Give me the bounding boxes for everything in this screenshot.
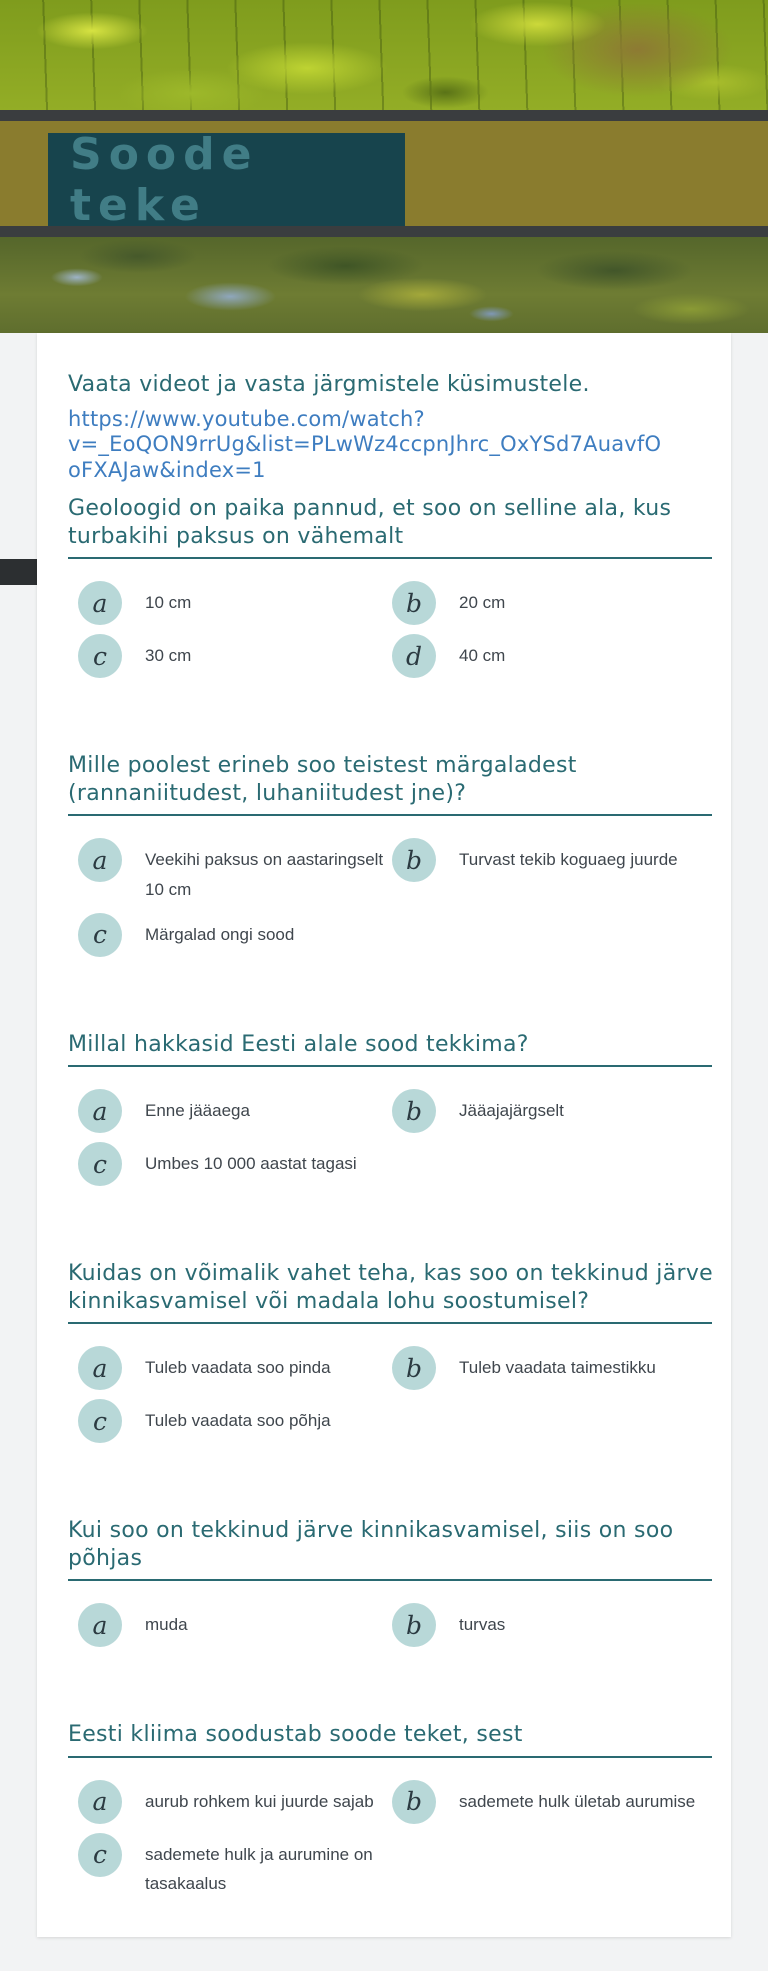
video-link[interactable]: https://www.youtube.com/watch? v=_EoQON9rrUg&list=PLwWz4ccpnJhrc_OxYSd7AuavfO oFXAJaw&index=1	[68, 406, 662, 482]
answer-option[interactable]	[78, 1142, 392, 1186]
option-letter-badge[interactable]: b	[392, 1346, 436, 1390]
answer-option[interactable]	[78, 838, 392, 903]
option-label: muda	[145, 1615, 188, 1635]
answer-option[interactable]	[392, 634, 713, 678]
options-grid	[78, 1603, 713, 1647]
question-text: Kuidas on võimalik vahet teha, kas soo on tekkinud järve kinnikasvamisel või madala lohu soostumisel?	[68, 1261, 713, 1314]
question-block	[68, 1721, 713, 1898]
option-letter-badge[interactable]: c	[78, 1833, 122, 1877]
options-grid	[78, 1089, 713, 1186]
worksheet-title-box	[48, 128, 405, 231]
answer-option[interactable]	[78, 581, 392, 625]
option-label: Enne jääaega	[145, 1101, 250, 1121]
answer-option[interactable]	[392, 1089, 713, 1133]
option-letter-badge[interactable]: b	[392, 1603, 436, 1647]
option-label: sademete hulk ületab aurumise	[459, 1791, 696, 1811]
question-text: Mille poolest erineb soo teistest märgaladest (rannaniitudest, luhaniitudest jne)?	[68, 753, 577, 806]
option-letter-badge[interactable]: a	[78, 1780, 122, 1824]
question-text: Kui soo on tekkinud järve kinnikasvamisel, siis on soo põhjas	[68, 1518, 674, 1571]
answer-option[interactable]	[78, 1780, 392, 1824]
option-letter-badge[interactable]: a	[78, 838, 122, 882]
option-letter-badge[interactable]: b	[392, 1089, 436, 1133]
answer-option[interactable]	[78, 1833, 392, 1898]
options-grid	[78, 1346, 713, 1443]
option-letter-badge[interactable]: b	[392, 838, 436, 882]
question-block	[68, 1031, 713, 1187]
questions-list	[68, 495, 713, 1898]
option-label: Märgalad ongi sood	[145, 924, 295, 944]
page-title: Soode teke	[70, 128, 259, 231]
question-text: Geoloogid on paika pannud, et soo on selline ala, kus turbakihi paksus on vähemalt	[68, 496, 672, 549]
option-label: sademete hulk ja aurumine on tasakaalus	[145, 1844, 373, 1894]
question-underline	[68, 1065, 712, 1067]
option-label: aurub rohkem kui juurde sajab	[145, 1791, 374, 1811]
question-block	[68, 752, 713, 956]
answer-option[interactable]	[78, 1603, 392, 1647]
bog-photo-banner-top	[0, 0, 768, 110]
option-letter-badge[interactable]: b	[392, 581, 436, 625]
bog-photo-banner-bottom	[0, 237, 768, 333]
option-label: Umbes 10 000 aastat tagasi	[145, 1154, 357, 1174]
question-underline	[68, 1322, 712, 1324]
option-label: 40 cm	[459, 646, 506, 666]
answer-option[interactable]	[78, 634, 392, 678]
answer-option[interactable]	[392, 581, 713, 625]
option-label: 30 cm	[145, 646, 192, 666]
question-block	[68, 1260, 713, 1443]
answer-option[interactable]	[392, 1346, 713, 1390]
option-letter-badge[interactable]: b	[392, 1780, 436, 1824]
option-label: 10 cm	[145, 593, 192, 613]
option-letter-badge[interactable]: c	[78, 1399, 122, 1443]
option-label: Veekihi paksus on aastaringselt 10 cm	[145, 850, 384, 899]
answer-option[interactable]	[78, 1346, 392, 1390]
option-label: Tuleb vaadata soo põhja	[145, 1411, 331, 1431]
question-underline	[68, 1579, 712, 1581]
option-letter-badge[interactable]: a	[78, 581, 122, 625]
question-underline	[68, 814, 712, 816]
option-letter-badge[interactable]: a	[78, 1603, 122, 1647]
option-letter-badge[interactable]: c	[78, 913, 122, 957]
question-text: Millal hakkasid Eesti alale sood tekkima?	[68, 1031, 529, 1057]
options-grid	[78, 838, 713, 956]
options-grid	[78, 1780, 713, 1898]
option-letter-badge[interactable]: c	[78, 1142, 122, 1186]
question-block	[68, 1517, 713, 1647]
bog-photo-banner-middle	[0, 121, 768, 231]
answer-option[interactable]	[392, 1603, 713, 1647]
divider-strip	[0, 110, 768, 121]
question-underline	[68, 557, 712, 559]
option-label: Tuleb vaadata taimestikku	[459, 1358, 656, 1378]
answer-option[interactable]	[392, 1780, 713, 1824]
answer-option[interactable]	[78, 913, 392, 957]
option-letter-badge[interactable]: d	[392, 634, 436, 678]
intro-heading: Vaata videot ja vasta järgmistele küsimustele.	[68, 372, 590, 397]
answer-option[interactable]	[78, 1089, 392, 1133]
option-label: turvas	[459, 1615, 506, 1635]
option-label: Turvast tekib koguaeg juurde	[459, 850, 678, 870]
option-label: Tuleb vaadata soo pinda	[145, 1358, 331, 1378]
option-label: 20 cm	[459, 593, 506, 613]
answer-option[interactable]	[78, 1399, 392, 1443]
question-block	[68, 495, 713, 678]
options-grid	[78, 581, 713, 678]
answer-option[interactable]	[392, 838, 713, 903]
question-underline	[68, 1756, 712, 1758]
option-letter-badge[interactable]: a	[78, 1089, 122, 1133]
option-letter-badge[interactable]: a	[78, 1346, 122, 1390]
worksheet-card	[37, 333, 731, 1937]
question-text: Eesti kliima soodustab soode teket, sest	[68, 1722, 523, 1748]
option-letter-badge[interactable]: c	[78, 634, 122, 678]
photo-corner-notch	[0, 559, 37, 585]
option-label: Jääajajärgselt	[459, 1101, 564, 1121]
